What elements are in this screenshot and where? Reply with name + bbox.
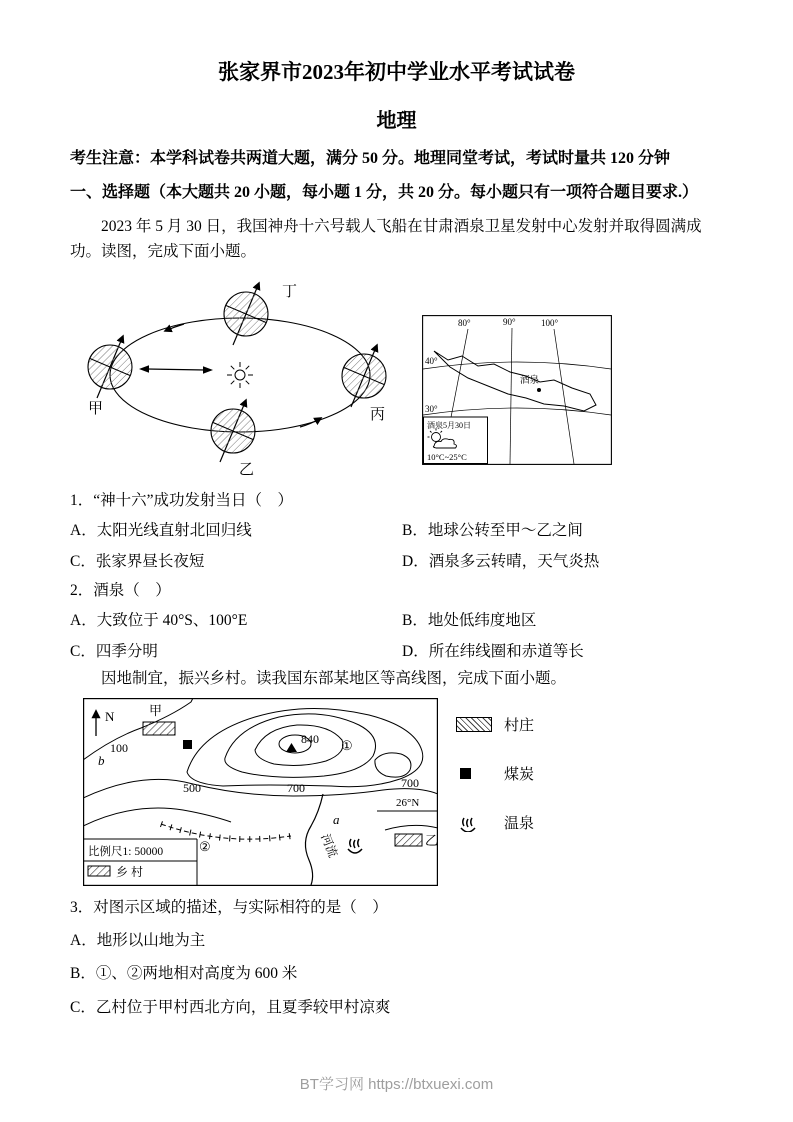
village-row-label: 乡 村 <box>116 864 144 879</box>
point-a-label: a <box>333 811 340 827</box>
earth-position-ding <box>224 283 268 345</box>
north-label: N <box>105 708 115 724</box>
elev-840-label: 840 <box>301 731 319 746</box>
elev-500-label: 500 <box>183 780 201 795</box>
legend-item-coal <box>456 763 534 784</box>
point-1-label: ① <box>341 737 353 753</box>
region-map <box>422 315 612 465</box>
question-2-stem: 2．酒泉（ ） <box>70 581 171 599</box>
question-1-option-a: A．太阳光线直射北回归线 <box>70 521 252 539</box>
figure-row-1 <box>76 269 723 481</box>
weather-title: 酒泉5月30日 <box>427 420 471 430</box>
question-3-stem: 3．对图示区域的描述，与实际相符的是（ ） <box>70 898 388 916</box>
question-3-option-b: B．①、②两地相对高度为 600 米 <box>70 965 298 983</box>
lon-100-label: 100° <box>541 317 559 328</box>
river-label: 河流 <box>318 831 341 860</box>
question-2-option-a: A．大致位于 40°S、100°E <box>70 612 248 630</box>
map-legend-corner <box>83 839 197 886</box>
question-1-stem: 1．“神十六”成功发射当日（ ） <box>70 491 294 509</box>
hot-spring-icon <box>348 839 362 853</box>
legend-item-village <box>456 714 534 735</box>
peak-triangle-icon <box>286 743 297 752</box>
latitude-label: 26°N <box>396 796 420 809</box>
sun-icon <box>227 362 253 388</box>
contour-lines <box>83 698 438 830</box>
north-arrow <box>96 709 115 736</box>
village-jia-symbol <box>143 722 175 735</box>
elev-700-right-label: 700 <box>401 775 419 790</box>
contour-map <box>83 698 438 886</box>
legend-village-label: 村庄 <box>504 717 535 734</box>
village-yi-label: 乙 <box>425 832 438 848</box>
elev-700-left-label: 700 <box>287 780 305 795</box>
point-b-label: b <box>98 752 105 768</box>
question-3-option-c: C．乙村位于甲村西北方向，且夏季较甲村凉爽 <box>70 998 391 1016</box>
lon-90-label: 90° <box>503 316 516 327</box>
orbit-label-ding: 丁 <box>282 283 298 300</box>
weather-temp: 10°C~25°C <box>427 451 467 462</box>
cliff-line <box>161 824 291 839</box>
legend-coal-label: 煤炭 <box>504 766 535 783</box>
earth-position-yi <box>211 400 255 462</box>
scale-label: 比例尺1: 50000 <box>88 845 164 858</box>
earth-position-jia <box>88 336 132 398</box>
lon-80-label: 80° <box>458 317 471 328</box>
section-1-header: 一、选择题（本大题共 20 小题，每小题 1 分，共 20 分。每小题只有一项符合题目要求.） <box>70 184 699 201</box>
page-title: 张家界市2023年初中学业水平考试试卷 <box>218 60 575 84</box>
legend-item-spring <box>456 812 534 833</box>
question-2 <box>70 579 723 661</box>
lat-30-label: 30° <box>425 403 438 414</box>
question-2-option-d: D．所在纬线圈和赤道等长 <box>402 643 584 661</box>
contour-map-legend <box>456 698 534 861</box>
city-dot-jiuquan <box>537 388 541 392</box>
village-swatch-icon <box>456 717 492 732</box>
passage-2: 因地制宜，振兴乡村。读我国东部某地区等高线图，完成下面小题。 <box>101 670 567 688</box>
orbit-label-jia: 甲 <box>88 400 104 417</box>
elev-100-label: 100 <box>110 740 128 755</box>
earth-orbit-diagram <box>76 269 408 481</box>
point-2-label: ② <box>199 838 211 854</box>
question-1-option-c: C．张家界昼长夜短 <box>70 552 205 570</box>
coal-swatch-icon <box>460 768 471 779</box>
figure-row-2 <box>83 698 723 886</box>
question-3-option-a: A．地形以山地为主 <box>70 932 206 950</box>
question-2-option-c: C．四季分明 <box>70 643 158 661</box>
city-label-jiuquan: 酒泉 <box>520 375 540 386</box>
village-legend-symbol <box>88 866 110 876</box>
question-2-option-b: B．地处低纬度地区 <box>402 612 537 630</box>
lat-40-label: 40° <box>425 355 438 366</box>
weather-inset <box>424 417 488 464</box>
village-yi-symbol <box>395 834 422 846</box>
hot-spring-legend-icon <box>456 812 480 832</box>
earth-position-bing <box>342 345 386 407</box>
orbit-label-yi: 乙 <box>239 461 255 478</box>
subject-title: 地理 <box>376 110 417 132</box>
village-jia-label: 甲 <box>149 702 163 718</box>
legend-spring-label: 温泉 <box>504 815 535 832</box>
sunlight-arrow <box>139 365 213 373</box>
passage-1: 2023 年 5 月 30 日，我国神舟十六号载人飞船在甘肃酒泉卫星发射中心发射并取得圆满成功。读图，完成下面小题。 <box>70 218 702 260</box>
question-1-option-b: B．地球公转至甲～乙之间 <box>402 521 583 539</box>
orbit-label-bing: 丙 <box>370 406 386 423</box>
question-3 <box>70 896 723 1019</box>
exam-notice: 考生注意：本学科试卷共两道大题，满分 50 分。地理同堂考试，考试时量共 120 分钟 <box>70 150 671 167</box>
question-1 <box>70 489 723 571</box>
coal-symbol <box>183 740 192 749</box>
question-1-option-d: D．酒泉多云转晴，天气炎热 <box>402 552 600 570</box>
watermark-footer: BT学习网 https://btxuexi.com <box>299 1076 494 1093</box>
